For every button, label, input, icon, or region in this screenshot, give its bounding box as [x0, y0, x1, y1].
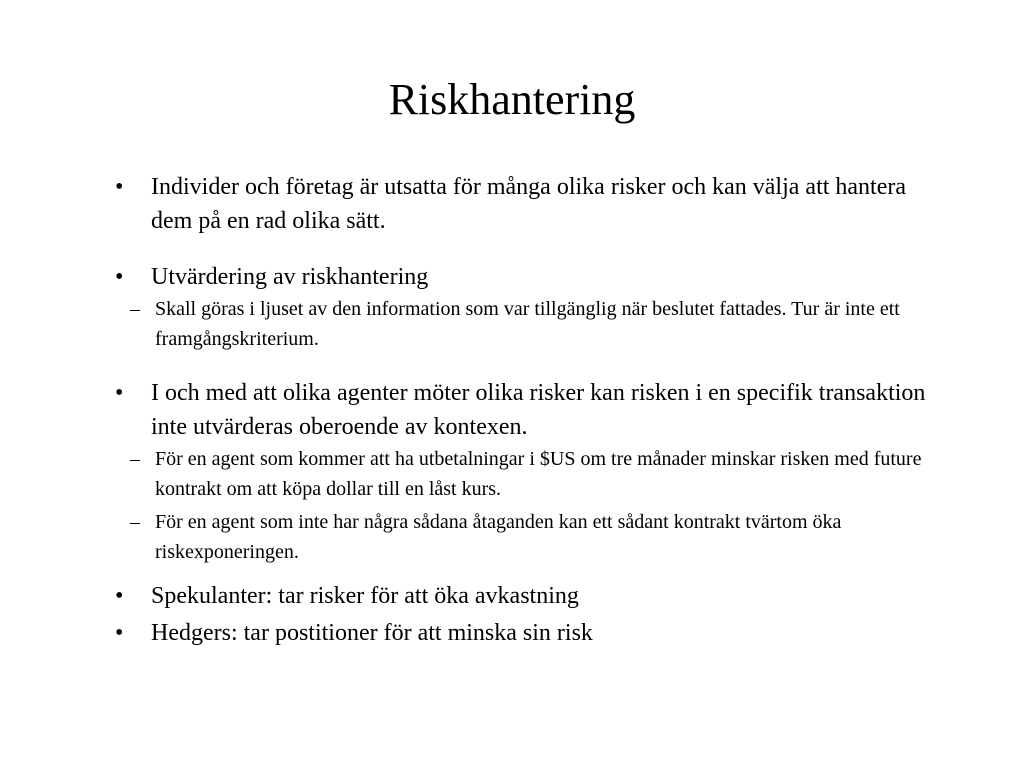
bullet-text: Individer och företag är utsatta för många olika risker och kan välja att hantera dem på en rad olika sätt. — [151, 174, 907, 234]
bullet-marker: • — [115, 583, 124, 609]
sub-bullet-item — [110, 444, 930, 504]
sub-bullet-text: För en agent som inte har några sådana åtaganden kan ett sådant kontrakt tvärtom öka riskexponeringen. — [155, 511, 842, 563]
bullet-item — [110, 376, 930, 444]
bullet-item — [110, 170, 930, 238]
bullet-item — [110, 579, 930, 613]
slide-content — [110, 170, 930, 650]
bullet-marker: • — [115, 264, 124, 290]
sub-bullet-text: Skall göras i ljuset av den information som var tillgänglig när beslutet fattades. Tur är inte ett framgångskriterium. — [155, 298, 900, 350]
sub-bullet-text: För en agent som kommer att ha utbetalningar i $US om tre månader minskar risken med future kontrakt om att köpa dollar till en låst kurs. — [155, 448, 922, 500]
sub-bullet-marker: – — [130, 298, 140, 320]
bullet-marker: • — [115, 620, 124, 646]
sub-bullet-item — [110, 294, 930, 354]
slide-title: Riskhantering — [388, 75, 636, 124]
bullet-marker: • — [115, 380, 124, 406]
sub-bullet-item — [110, 507, 930, 567]
bullet-text: Spekulanter: tar risker för att öka avkastning — [151, 583, 579, 609]
bullet-item — [110, 616, 930, 650]
bullet-marker: • — [115, 174, 124, 200]
bullet-text: I och med att olika agenter möter olika risker kan risken i en specifik transaktion inte utvärderas oberoende av kontexen. — [151, 380, 926, 440]
bullet-text: Utvärdering av riskhantering — [151, 264, 429, 290]
bullet-text: Hedgers: tar postitioner för att minska sin risk — [151, 620, 593, 646]
sub-bullet-marker: – — [130, 448, 140, 470]
bullet-item — [110, 260, 930, 294]
sub-bullet-marker: – — [130, 511, 140, 533]
